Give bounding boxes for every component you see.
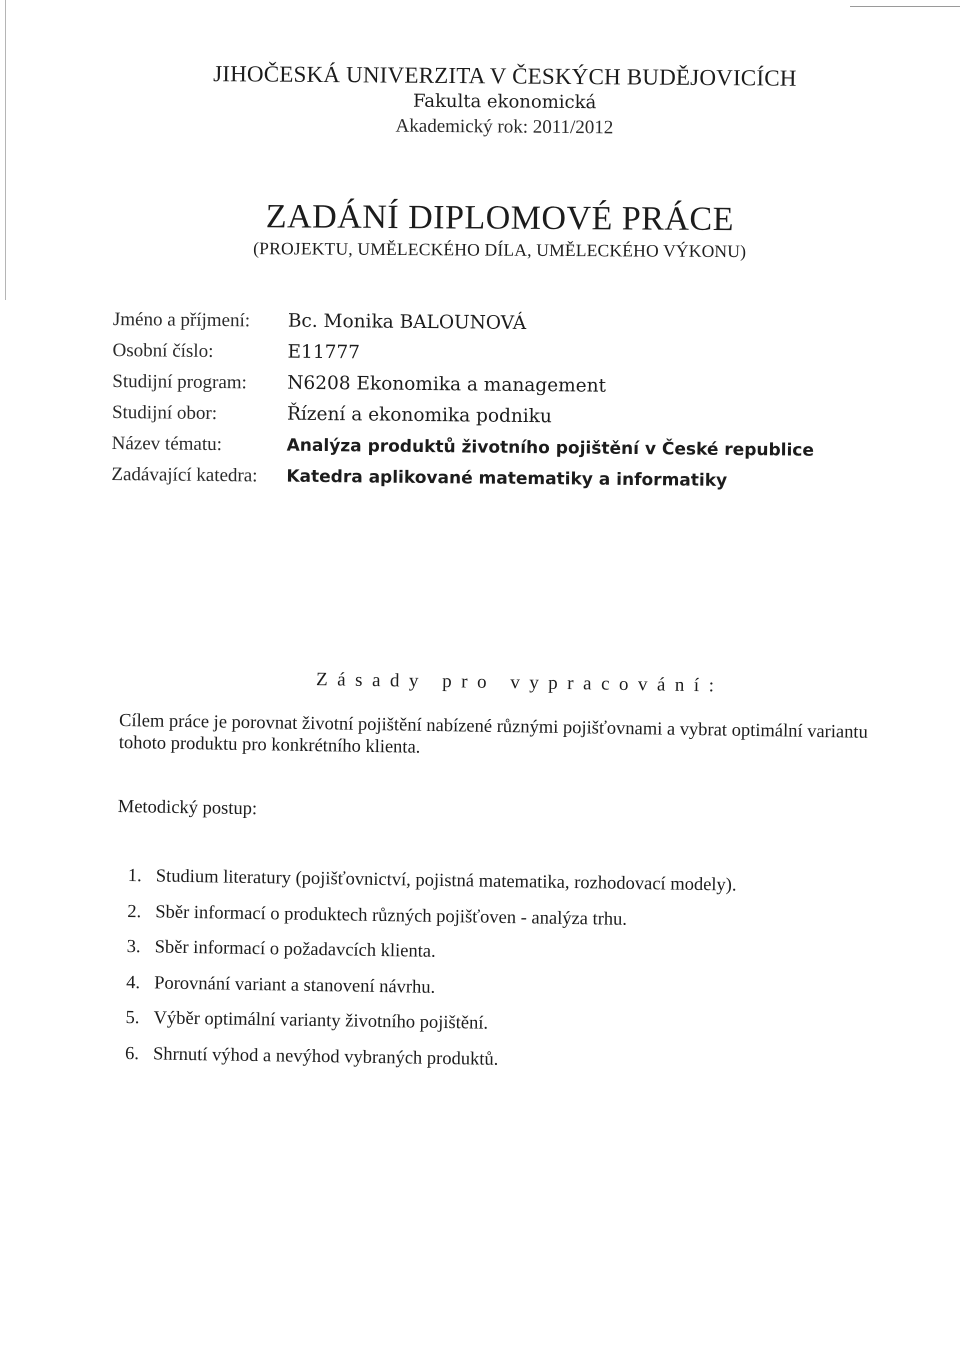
step-text: Výběr optimální varianty životního pojištění. (153, 1008, 489, 1034)
scan-top-line (850, 6, 960, 7)
info-value-personal-number: E11777 (287, 341, 361, 364)
document-subtitle: (PROJEKTU, UMĚLECKÉHO DÍLA, UMĚLECKÉHO VÝKONU) (253, 238, 747, 262)
info-value-study-field: Řízení a ekonomika podniku (286, 403, 552, 428)
method-heading: Metodický postup: (117, 797, 258, 820)
info-label: Název tématu: (111, 432, 223, 456)
step-text: Shrnutí výhod a nevýhod vybraných produktů. (152, 1043, 499, 1070)
title-block (230, 198, 770, 263)
info-label: Studijní obor: (111, 401, 218, 425)
principles-text: Cílem práce je porovnat životní pojištění nabízené různými pojišťovnami a vybrat optimální variantu tohoto produktu pro konkrétního klienta. (118, 710, 868, 758)
step-number: 3. (126, 936, 141, 958)
info-label: Osobní číslo: (112, 339, 214, 362)
step-text: Sběr informací o požadavcích klienta. (154, 937, 436, 962)
info-value-department: Katedra aplikované matematiky a informatiky (286, 466, 728, 491)
step-number: 1. (127, 866, 142, 887)
scan-edge-line (5, 0, 6, 300)
info-value-name: Bc. Monika BALOUNOVÁ (287, 310, 527, 334)
university-name: JIHOČESKÁ UNIVERZITA V ČESKÝCH BUDĚJOVICÍCH (213, 61, 797, 91)
document-title: ZADÁNÍ DIPLOMOVÉ PRÁCE (265, 198, 735, 239)
info-label: Zadávající katedra: (111, 463, 258, 487)
info-label: Studijní program: (112, 370, 247, 394)
step-text: Sběr informací o produktech různých pojišťoven - analýza trhu. (155, 901, 628, 930)
step-text: Porovnání variant a stanovení návrhu. (154, 972, 436, 998)
step-text: Studium literatury (pojišťovnictví, pojistná matematika, rozhodovací modely). (155, 866, 737, 896)
method-steps-list (125, 866, 848, 1090)
info-value-topic: Analýza produktů životního pojištění v České republice (286, 435, 815, 461)
info-label: Jméno a příjmení: (112, 309, 251, 332)
document-header (194, 60, 815, 143)
step-number: 5. (125, 1007, 140, 1029)
info-row-department (111, 464, 841, 502)
info-value-study-program: N6208 Ekonomika a management (287, 372, 607, 397)
principles-heading: Zásady pro vypracování: (315, 669, 724, 697)
step-number: 2. (127, 901, 142, 922)
faculty-name: Fakulta ekonomická (412, 90, 597, 114)
step-number: 6. (124, 1043, 140, 1064)
step-number: 4. (126, 972, 141, 993)
academic-year: Akademický rok: 2011/2012 (395, 115, 614, 139)
principles-section (119, 666, 880, 766)
student-info-table (111, 309, 843, 502)
